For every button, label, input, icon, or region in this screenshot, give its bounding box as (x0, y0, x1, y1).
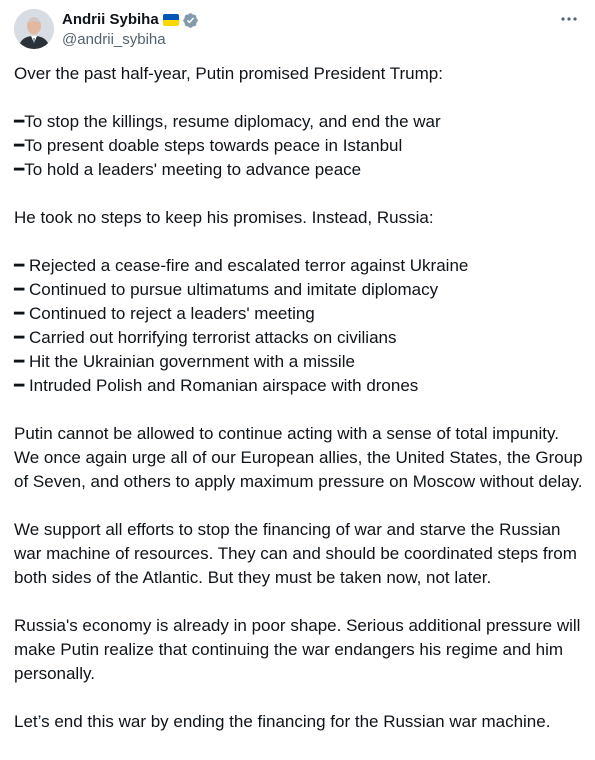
name-row (62, 11, 199, 29)
tweet-text (14, 62, 584, 734)
tweet-paragraph: We support all efforts to stop the financing of war and starve the Russian war machine of resources. They can and should be coordinated steps from both sides of the Atlantic. But they must be taken now, not later. (14, 520, 577, 587)
action-item: ━ Continued to pursue ultimatums and imitate diplomacy (14, 280, 439, 299)
tweet-intro: Over the past half-year, Putin promised President Trump: (14, 64, 443, 83)
ukraine-flag-icon (163, 14, 179, 26)
tweet-header (14, 9, 581, 51)
more-horizontal-icon[interactable] (557, 9, 581, 29)
action-item: ━ Rejected a cease-fire and escalated terror against Ukraine (14, 256, 469, 275)
handle[interactable]: @andrii_sybiha (62, 31, 166, 48)
action-item: ━ Intruded Polish and Romanian airspace with drones (14, 376, 419, 395)
verified-badge-icon (182, 12, 199, 29)
tweet-closing: Let’s end this war by ending the financing for the Russian war machine. (14, 712, 551, 731)
tweet-paragraph: Russia's economy is already in poor shape. Serious additional pressure will make Putin realize that continuing the war endangers his regime and him personally. (14, 616, 581, 683)
display-name[interactable]: Andrii Sybiha (62, 11, 159, 28)
action-item: ━ Carried out horrifying terrorist attacks on civilians (14, 328, 397, 347)
tweet-paragraph: Putin cannot be allowed to continue acting with a sense of total impunity. We once again urge all of our European allies, the United States, the Group of Seven, and others to apply maximum pressure on Moscow without delay. (14, 424, 583, 491)
promise-item: ━To present doable steps towards peace in Istanbul (14, 136, 403, 155)
avatar[interactable] (14, 9, 54, 49)
action-item: ━ Continued to reject a leaders' meeting (14, 304, 315, 323)
action-item: ━ Hit the Ukrainian government with a missile (14, 352, 355, 371)
tweet-statement: He took no steps to keep his promises. Instead, Russia: (14, 208, 434, 227)
promise-item: ━To stop the killings, resume diplomacy, and end the war (14, 112, 441, 131)
promise-item: ━To hold a leaders' meeting to advance peace (14, 160, 362, 179)
